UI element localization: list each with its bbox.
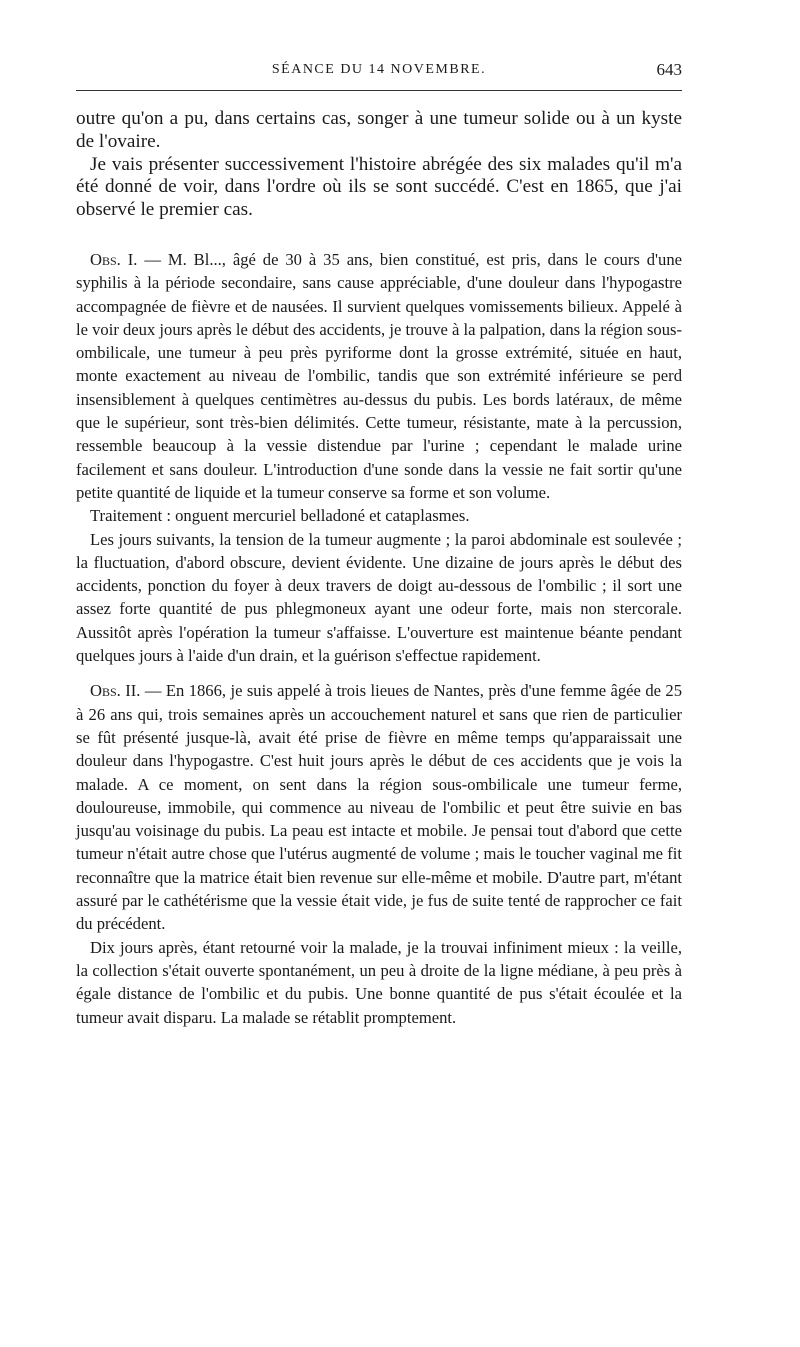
obs-2-followup: Dix jours après, étant retourné voir la malade, je la trouvai infiniment mieux : la veille, la collection s'était ouverte spontanément, un peu à droite de la ligne médiane, à peu près à égale distance de l'ombilic et du pubis. Une bonne quantité de pus s'était écoulée et la tumeur avait disparu. La malade se rétablit promptement.: [76, 937, 682, 1027]
obs-2-label: Obs. II.: [90, 681, 141, 701]
obs-1-followup: Les jours suivants, la tension de la tumeur augmente ; la paroi abdominale est soulevée ; la fluctuation, d'abord obscure, devient évidente. Une dizaine de jours après le début des accidents, ponction du foyer à deux travers de doigt au-dessous de l'ombilic ; il sort une assez forte quantité de pus phlegmoneux ayant une odeur forte, mais non stercorale. Aussitôt après l'opération la tumeur s'affaisse. L'ouverture est maintenue béante pendant quelques jours à l'aide d'un drain, et la guérison s'effectue rapidement.: [76, 529, 682, 666]
obs-1-paragraph: [76, 248, 682, 504]
obs-1-label: Obs. I.: [90, 250, 138, 269]
page-header: [76, 60, 682, 82]
running-title: SÉANCE DU 14 NOVEMBRE.: [271, 62, 487, 77]
obs-2-text: — En 1866, je suis appelé à trois lieues de Nantes, près d'une femme âgée de 25 à 26 ans qui, trois semaines après un accouchement naturel et sans que rien de particulier se fût présenté jusque-là, avait été prise de fièvre en même temps qu'apparaissait une douleur dans l'hypogastre. C'est huit jours après le début de ces accidents que je vois la malade. A ce moment, on sent dans la région sous-ombilicale une tumeur ferme, douloureuse, immobile, qui commence au niveau de l'ombilic et peut être suivie en bas jusqu'au voisinage du pubis. La peau est intacte et mobile. Je pensai tout d'abord que cette tumeur n'était autre chose que l'utérus augmenté de volume ; mais le toucher vaginal me fit reconnaître que la matrice était bien revenue sur elle-même et mobile. D'autre part, m'étant assuré par le cathétérisme que la vessie était vide, je fus de suite tenté de rapprocher ce fait du précédent.: [76, 681, 682, 934]
obs-1-treatment: Traitement : onguent mercuriel belladoné et cataplasmes.: [90, 506, 470, 526]
obs-2-paragraph: [76, 679, 682, 935]
observations: [76, 248, 682, 1029]
intro-text: [76, 108, 682, 222]
intro-paragraph-1: outre qu'on a pu, dans certains cas, songer à une tumeur solide ou à un kyste de l'ovaire.: [76, 108, 682, 152]
intro-paragraph-2: Je vais présenter successivement l'histoire abrégée des six malades qu'il m'a été donné de voir, dans l'ordre où ils se sont succédé. C'est en 1865, que j'ai observé le premier cas.: [76, 153, 682, 221]
page-number: 643: [656, 60, 682, 79]
obs-1-text: — M. Bl..., âgé de 30 à 35 ans, bien constitué, est pris, dans le cours d'une syphilis à la période secondaire, sans cause appréciable, d'une douleur dans l'hypogastre accompagnée de fièvre et de nausées. Il survient quelques vomissements bilieux. Appelé à le voir deux jours après le début des accidents, je trouve à la palpation, dans la région sous-ombilicale, une tumeur à peu près pyriforme dont la grosse extrémité, située en haut, monte exactement au niveau de l'ombilic, tandis que son extrémité inférieure se perd insensiblement à quelques centimètres au-dessus du pubis. Les bords latéraux, de même que le supérieur, sont très-bien délimités. Cette tumeur, résistante, mate à la percussion, ressemble beaucoup à la vessie distendue par l'urine ; cependant le malade urine facilement et sans douleur. L'introduction d'une sonde dans la vessie ne fait sortir qu'une petite quantité de liquide et la tumeur conserve sa forme et son volume.: [76, 250, 682, 502]
header-rule: [76, 90, 682, 91]
